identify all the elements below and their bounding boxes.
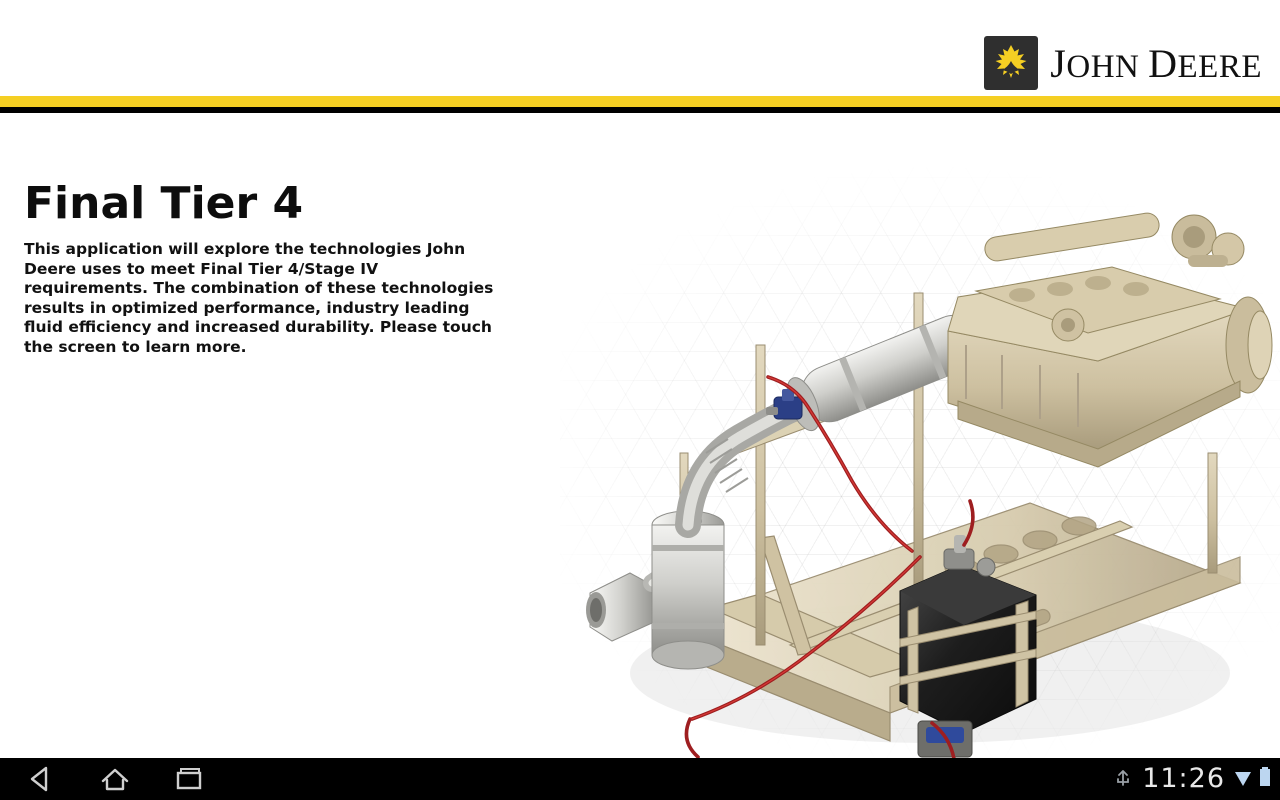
page-title: Final Tier 4 [24, 178, 304, 229]
usb-icon[interactable] [1112, 766, 1134, 792]
brand-wordmark: JOHN DEERE [1050, 40, 1262, 86]
engine-exhaust-assembly-illustration [560, 153, 1280, 758]
brand-logo [984, 36, 1262, 90]
deer-logo-icon [984, 36, 1038, 90]
app-header [0, 0, 1280, 96]
main-content[interactable] [0, 113, 1280, 758]
page-description: This application will explore the technologies John Deere uses to meet Final Tier 4/Stage IV requirements. The combination of these technologies results in optimized performance, industry leading fluid efficiency and increased durability. Please touch the screen to learn more. [24, 240, 494, 356]
back-icon[interactable] [24, 764, 58, 794]
android-navigation-bar [0, 758, 1280, 800]
battery-icon[interactable] [1258, 766, 1272, 792]
home-icon[interactable] [98, 764, 132, 794]
recent-apps-icon[interactable] [172, 764, 206, 794]
status-clock[interactable]: 11:26 [1142, 762, 1225, 794]
wifi-icon[interactable] [1233, 766, 1253, 792]
accent-bar [0, 96, 1280, 107]
